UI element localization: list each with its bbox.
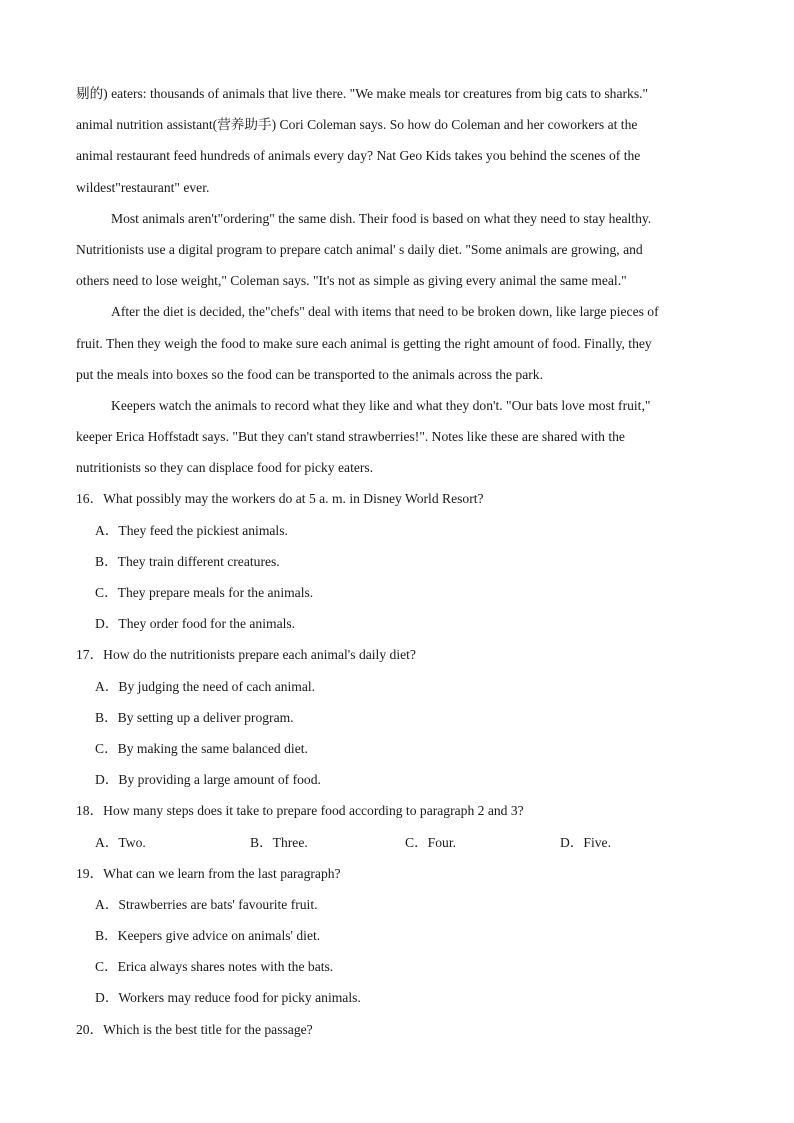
question-stem: 18．How many steps does it take to prepare food according to paragraph 2 and 3? xyxy=(76,803,524,819)
option-b: B．Three. xyxy=(250,834,308,850)
passage-line: animal restaurant feed hundreds of animals every day? Nat Geo Kids takes you behind the scenes of the xyxy=(76,148,641,164)
question-18 xyxy=(76,795,726,857)
option-b: B．Keepers give advice on animals' diet. xyxy=(95,928,321,944)
option-a: A．By judging the need of cach animal. xyxy=(95,678,316,694)
document-page xyxy=(76,78,726,1045)
question-19 xyxy=(76,858,726,1014)
passage-line: keeper Erica Hoffstadt says. "But they can't stand strawberries!". Notes like these are shared with the xyxy=(76,429,625,445)
option-c: C．They prepare meals for the animals. xyxy=(95,585,314,600)
passage-line: put the meals into boxes so the food can be transported to the animals across the park. xyxy=(76,366,543,382)
question-stem: 20．Which is the best title for the passage? xyxy=(76,1021,313,1037)
paragraph-1 xyxy=(76,78,726,203)
passage-line: Keepers watch the animals to record what they like and what they don't. "Our bats love most fruit," xyxy=(111,397,651,413)
option-a: A．They feed the pickiest animals. xyxy=(95,522,288,538)
question-16 xyxy=(76,483,726,639)
passage-line: others need to lose weight," Coleman says. "It's not as simple as giving every animal the same meal." xyxy=(76,273,627,289)
passage-line: animal nutrition assistant(营养助手) Cori Coleman says. So how do Coleman and her coworkers at the xyxy=(76,117,638,133)
passage-line: fruit. Then they weigh the food to make sure each animal is getting the right amount of food. Finally, they xyxy=(76,335,652,351)
passage-line: nutritionists so they can displace food for picky eaters. xyxy=(76,460,374,476)
option-row xyxy=(76,827,726,858)
question-stem: 17．How do the nutritionists prepare each animal's daily diet? xyxy=(76,647,416,663)
question-stem: 16．What possibly may the workers do at 5 a. m. in Disney World Resort? xyxy=(76,491,484,507)
question-20 xyxy=(76,1014,726,1045)
option-d: D．They order food for the animals. xyxy=(95,616,296,632)
passage-line: Most animals aren't"ordering" the same dish. Their food is based on what they need to stay healthy. xyxy=(111,210,652,226)
option-b: B．They train different creatures. xyxy=(95,553,280,569)
option-d: D．By providing a large amount of food. xyxy=(95,772,321,788)
paragraph-3 xyxy=(76,296,726,390)
option-b: B．By setting up a deliver program. xyxy=(95,709,294,725)
question-stem: 19．What can we learn from the last paragraph? xyxy=(76,865,341,881)
passage-line: 剔的) eaters: thousands of animals that live there. "We make meals tor creatures from big cats to sharks." xyxy=(76,86,649,101)
option-a: A．Two. xyxy=(95,834,146,850)
option-d: D．Five. xyxy=(560,834,611,850)
option-d: D．Workers may reduce food for picky animals. xyxy=(95,990,361,1006)
paragraph-2 xyxy=(76,203,726,297)
passage-line: wildest"restaurant" ever. xyxy=(76,179,210,195)
option-c: C．Erica always shares notes with the bats. xyxy=(95,959,334,975)
option-c: C．By making the same balanced diet. xyxy=(95,740,308,756)
passage-line: After the diet is decided, the"chefs" deal with items that need to be broken down, like large pieces of xyxy=(111,304,659,320)
option-c: C．Four. xyxy=(405,834,456,850)
passage-line: Nutritionists use a digital program to prepare catch animal' s daily diet. "Some animals are growing, and xyxy=(76,241,643,257)
question-17 xyxy=(76,639,726,795)
option-a: A．Strawberries are bats' favourite fruit. xyxy=(95,896,318,912)
paragraph-4 xyxy=(76,390,726,484)
